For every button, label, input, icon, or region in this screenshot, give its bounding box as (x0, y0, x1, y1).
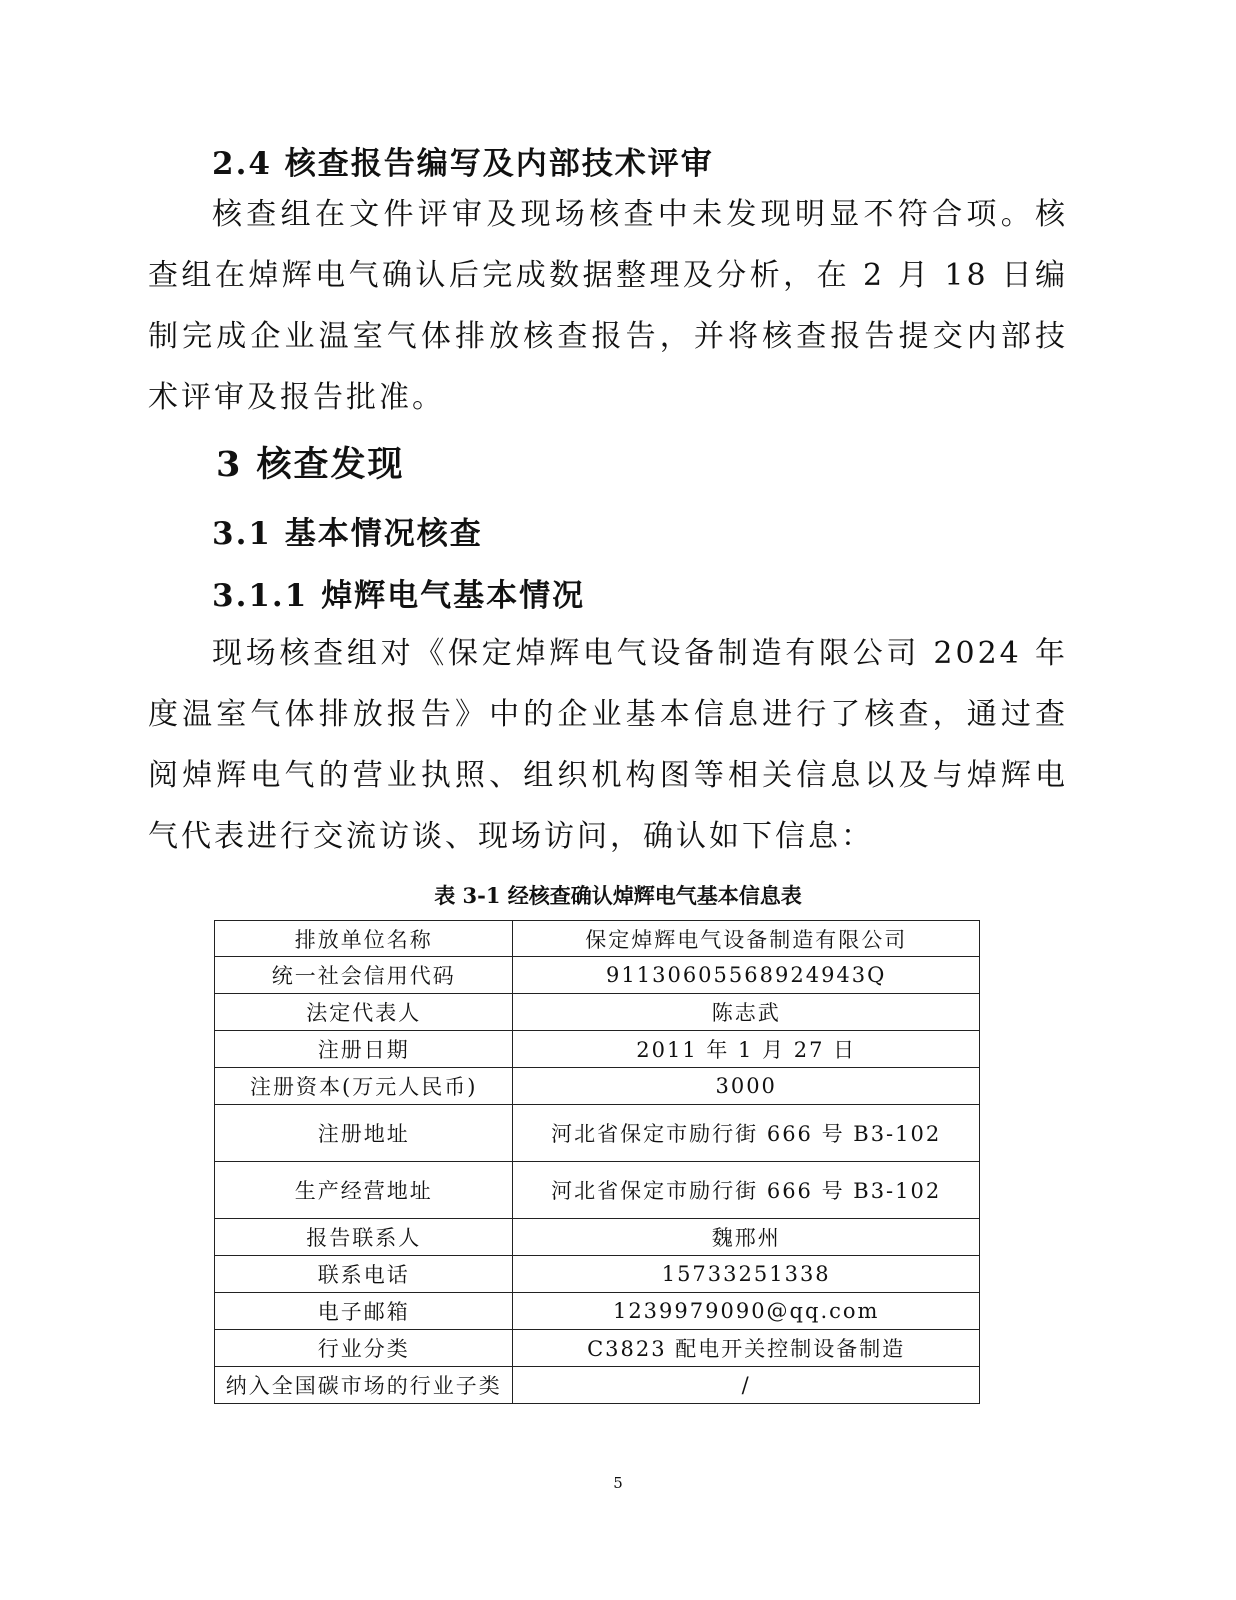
section-3-1-1-paragraph: 现场核查组对《保定焯辉电气设备制造有限公司 2024 年度温室气体排放报告》中的企业基本信息进行了核查，通过查阅焯辉电气的营业执照、组织机构图等相关信息以及与焯辉电气代表进行交流访谈、现场访问，确认如下信息： (148, 636, 1068, 854)
row-label: 行业分类 (215, 1330, 513, 1367)
section-3-heading: 3 核查发现 (216, 444, 405, 485)
table-row (215, 1105, 980, 1162)
section-2-4-heading: 2.4 核查报告编写及内部技术评审 (212, 146, 714, 182)
row-label: 排放单位名称 (215, 921, 513, 957)
row-value: 河北省保定市励行街 666 号 B3-102 (513, 1105, 980, 1162)
table-caption: 表 3-1 经核查确认焯辉电气基本信息表 (434, 883, 802, 908)
row-value: 陈志武 (513, 994, 980, 1031)
row-value: 保定焯辉电气设备制造有限公司 (513, 921, 980, 957)
row-label: 报告联系人 (215, 1219, 513, 1256)
row-label: 纳入全国碳市场的行业子类 (215, 1367, 513, 1404)
row-value: C3823 配电开关控制设备制造 (513, 1330, 980, 1367)
row-value: 1239979090@qq.com (513, 1293, 980, 1330)
table-row (215, 1031, 980, 1068)
row-value: 3000 (513, 1068, 980, 1105)
page-number: 5 (613, 1474, 623, 1492)
row-value: 河北省保定市励行街 666 号 B3-102 (513, 1162, 980, 1219)
table-row (215, 957, 980, 994)
row-value: / (513, 1367, 980, 1404)
table-row (215, 994, 980, 1031)
section-3-1-heading: 3.1 基本情况核查 (212, 516, 483, 552)
row-value: 91130605568924943Q (513, 957, 980, 994)
row-label: 注册资本(万元人民币) (215, 1068, 513, 1105)
table-row (215, 1330, 980, 1367)
table-row (215, 1068, 980, 1105)
row-label: 注册日期 (215, 1031, 513, 1068)
table-row (215, 1162, 980, 1219)
row-label: 法定代表人 (215, 994, 513, 1031)
row-label: 注册地址 (215, 1105, 513, 1162)
section-2-4-paragraph: 核查组在文件评审及现场核查中未发现明显不符合项。核查组在焯辉电气确认后完成数据整理及分析，在 2 月 18 日编制完成企业温室气体排放核查报告，并将核查报告提交内部技术评审及报告批准。 (148, 197, 1068, 415)
section-3-1-1-heading: 3.1.1 焯辉电气基本情况 (212, 578, 586, 614)
basic-info-table (214, 920, 980, 1404)
table-row (215, 921, 980, 957)
table-row (215, 1367, 980, 1404)
row-label: 统一社会信用代码 (215, 957, 513, 994)
table-row (215, 1256, 980, 1293)
row-value: 2011 年 1 月 27 日 (513, 1031, 980, 1068)
table-row (215, 1293, 980, 1330)
row-value: 15733251338 (513, 1256, 980, 1293)
row-label: 电子邮箱 (215, 1293, 513, 1330)
row-value: 魏邢州 (513, 1219, 980, 1256)
row-label: 生产经营地址 (215, 1162, 513, 1219)
row-label: 联系电话 (215, 1256, 513, 1293)
table-row (215, 1219, 980, 1256)
